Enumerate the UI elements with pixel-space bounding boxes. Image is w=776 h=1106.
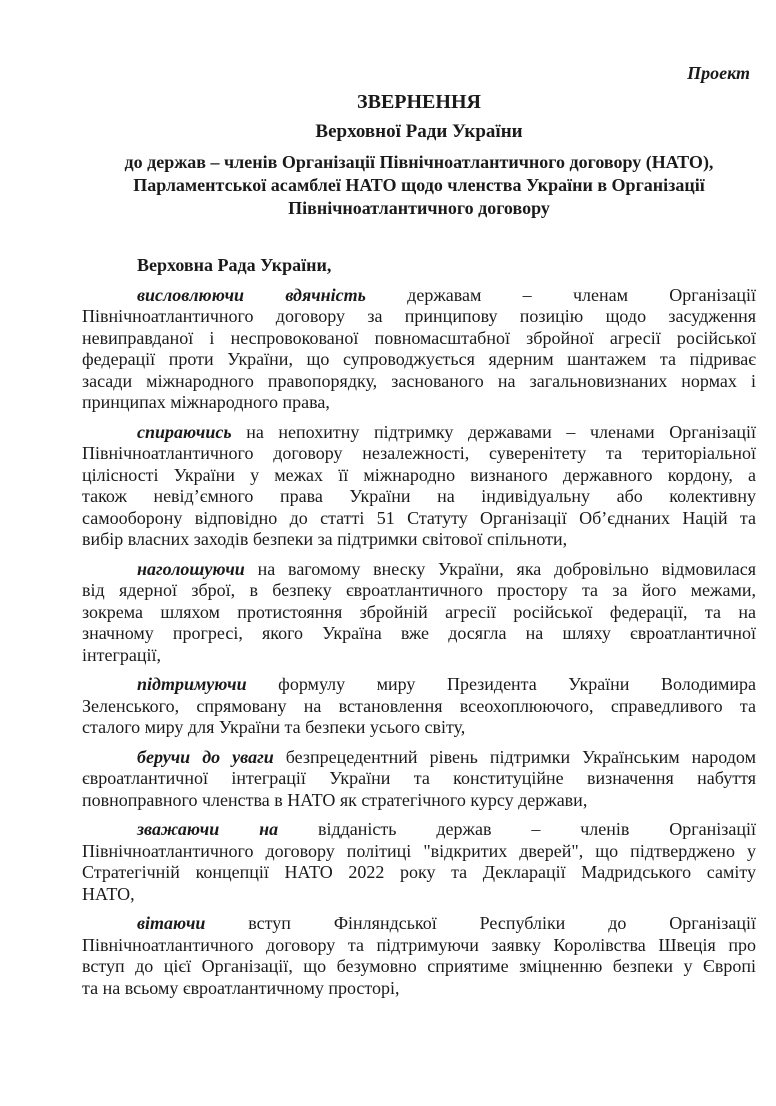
paragraph — [82, 747, 756, 812]
text-line: сталого миру для України та безпеки усього світу, — [82, 717, 466, 737]
paragraph-lead: зважаючи на — [137, 819, 279, 839]
paragraph-lead: підтримуючи — [137, 674, 247, 694]
document-body — [82, 285, 756, 1000]
text-line: зокрема шляхом протистояння збройній агресії російської федерації, та на — [82, 601, 756, 622]
paragraph — [82, 559, 756, 667]
text-line: зважаючи на відданість держав – членів Організації — [137, 819, 756, 839]
text-line: євроатлантичної інтеграції України та конституційне визначення набуття — [82, 768, 756, 788]
paragraph — [82, 285, 756, 414]
draft-label: Проект — [687, 63, 750, 83]
text-line: НАТО, — [82, 883, 135, 904]
text-line: від ядерної зброї, в безпеку євроатлантичного простору та за його межами, — [82, 580, 756, 600]
addressee-line: Північноатлантичного договору — [288, 198, 550, 218]
text-line: Північноатлантичного договору політиці "відкритих дверей", що підтверджено у — [82, 840, 756, 861]
salutation: Верховна Рада України, — [137, 255, 332, 275]
paragraph — [82, 422, 756, 551]
text-line: вступ до цієї Організації, що безумовно сприятиме зміцненню безпеки у Європі — [82, 956, 756, 976]
text-line: Північноатлантичного договору незалежності, суверенітету та територіальної — [82, 443, 756, 463]
document-title: ЗВЕРНЕННЯ — [357, 91, 481, 113]
text-line: цілісності України у межах її міжнародно визнаного державного кордону, а — [82, 464, 756, 485]
text-line: федерації проти України, що супроводжується ядерним шантажем та підриває — [82, 349, 756, 369]
document-addressee — [82, 151, 756, 220]
text-line: вибір власних заходів безпеки за підтримки світової спільноти, — [82, 529, 568, 549]
text-line: повноправного членства в НАТО як стратегічного курсу держави, — [82, 789, 588, 810]
text-line: Північноатлантичного договору за принципову позицію щодо засудження — [82, 306, 756, 326]
paragraph-lead: наголошуючи — [137, 558, 245, 579]
text-line: також невід’ємного права України на індивідуальну або колективну — [82, 486, 756, 506]
text-line: Зеленського, спрямовану на встановлення всеохоплюючого, справедливого та — [82, 695, 756, 716]
text-line: самооборону відповідно до статті 51 Статуту Організації Об’єднаних Націй та — [82, 507, 756, 528]
document-subtitle: Верховної Ради України — [315, 121, 523, 142]
paragraph — [82, 913, 756, 999]
text-line: беручи до уваги безпрецедентний рівень підтримки Українським народом — [137, 746, 756, 767]
text-line: значному прогресі, якого Україна вже досягла на шляху євроатлантичної — [82, 623, 756, 643]
text-line: наголошуючи на вагомому внеску України, яка добровільно відмовилася — [137, 558, 756, 579]
addressee-line: Парламентської асамблеї НАТО щодо членства України в Організації — [133, 175, 705, 195]
text-line: підтримуючи формулу миру Президента України Володимира — [137, 674, 756, 694]
paragraph-lead: висловлюючи вдячність — [137, 284, 366, 305]
text-line: засади міжнародного правопорядку, заснованого на загальновизнаних нормах і — [82, 370, 756, 391]
text-line: спираючись на непохитну підтримку державами – членами Організації — [137, 421, 756, 442]
paragraph-lead: беручи до уваги — [137, 746, 274, 767]
text-line: вітаючи вступ Фінляндської Республіки до Організації — [137, 913, 756, 933]
text-line: висловлюючи вдячність державам – членам Організації — [137, 284, 756, 305]
paragraph — [82, 674, 756, 739]
text-line: інтеграції, — [82, 644, 161, 665]
paragraph — [82, 819, 756, 905]
text-line: принципах міжнародного права, — [82, 392, 330, 412]
addressee-line: до держав – членів Організації Північноатлантичного договору (НАТО), — [124, 152, 714, 172]
text-line: Стратегічній концепції НАТО 2022 року та Декларації Мадридського саміту — [82, 862, 756, 882]
text-line: Північноатлантичного договору та підтримуючи заявку Королівства Швеція про — [82, 934, 756, 955]
paragraph-lead: вітаючи — [137, 913, 206, 933]
text-line: та на всьому євроатлантичному просторі, — [82, 977, 400, 998]
text-line: невиправданої і неспровокованої повномасштабної збройної агресії російської — [82, 327, 756, 348]
paragraph-lead: спираючись — [137, 421, 232, 442]
